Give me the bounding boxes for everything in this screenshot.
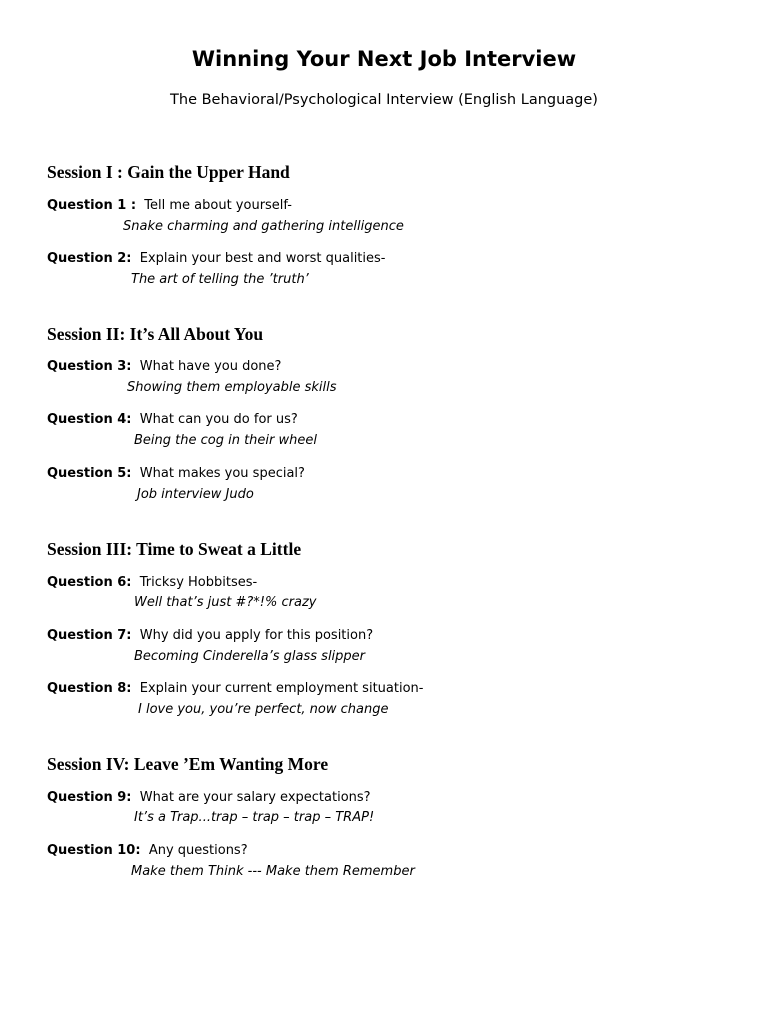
question-10-label: Question 10: — [47, 843, 141, 858]
question-2 — [47, 250, 385, 268]
question-7 — [47, 627, 373, 645]
question-1 — [47, 197, 292, 215]
question-2-label: Question 2: — [47, 251, 132, 266]
question-8-subtitle: I love you, you’re perfect, now change — [138, 702, 389, 717]
question-3-text: What have you done? — [139, 359, 282, 374]
question-1-label: Question 1 : — [47, 198, 137, 213]
question-5-label: Question 5: — [47, 466, 132, 481]
question-3 — [47, 358, 281, 376]
question-7-subtitle: Becoming Cinderella’s glass slipper — [134, 649, 366, 664]
question-6-text: Tricksy Hobbitses- — [139, 575, 258, 590]
question-5 — [47, 465, 305, 483]
document-title: Winning Your Next Job Interview — [191, 47, 577, 71]
question-9-label: Question 9: — [47, 790, 132, 805]
question-6-subtitle: Well that’s just #?*!% crazy — [134, 595, 317, 610]
question-10-subtitle: Make them Think --- Make them Remember — [131, 864, 415, 879]
session-heading-2: Session II: It’s All About You — [47, 324, 264, 344]
question-1-subtitle: Snake charming and gathering intelligence — [123, 219, 404, 234]
question-4-text: What can you do for us? — [139, 412, 298, 427]
question-5-text: What makes you special? — [139, 466, 305, 481]
session-heading-3: Session III: Time to Sweat a Little — [47, 539, 302, 559]
question-4-label: Question 4: — [47, 412, 132, 427]
document-subtitle: The Behavioral/Psychological Interview (English Language) — [170, 92, 598, 108]
question-4-subtitle: Being the cog in their wheel — [134, 433, 317, 448]
question-7-label: Question 7: — [47, 628, 132, 643]
question-6-label: Question 6: — [47, 575, 132, 590]
question-4 — [47, 411, 298, 429]
question-3-label: Question 3: — [47, 359, 132, 374]
question-9-text: What are your salary expectations? — [139, 790, 371, 805]
question-3-subtitle: Showing them employable skills — [127, 380, 337, 395]
question-8-text: Explain your current employment situation- — [139, 681, 424, 696]
question-10 — [47, 842, 248, 860]
question-6 — [47, 574, 257, 592]
question-1-text: Tell me about yourself- — [144, 198, 292, 213]
question-8-label: Question 8: — [47, 681, 132, 696]
question-2-subtitle: The art of telling the ’truth’ — [131, 272, 309, 287]
session-heading-1: Session I : Gain the Upper Hand — [47, 162, 290, 182]
question-2-text: Explain your best and worst qualities- — [139, 251, 386, 266]
question-10-text: Any questions? — [148, 843, 248, 858]
question-9-subtitle: It’s a Trap...trap – trap – trap – TRAP! — [134, 810, 375, 825]
question-7-text: Why did you apply for this position? — [139, 628, 374, 643]
question-8 — [47, 680, 423, 698]
session-heading-4: Session IV: Leave ’Em Wanting More — [47, 754, 329, 774]
question-5-subtitle: Job interview Judo — [137, 487, 254, 502]
question-9 — [47, 789, 371, 807]
